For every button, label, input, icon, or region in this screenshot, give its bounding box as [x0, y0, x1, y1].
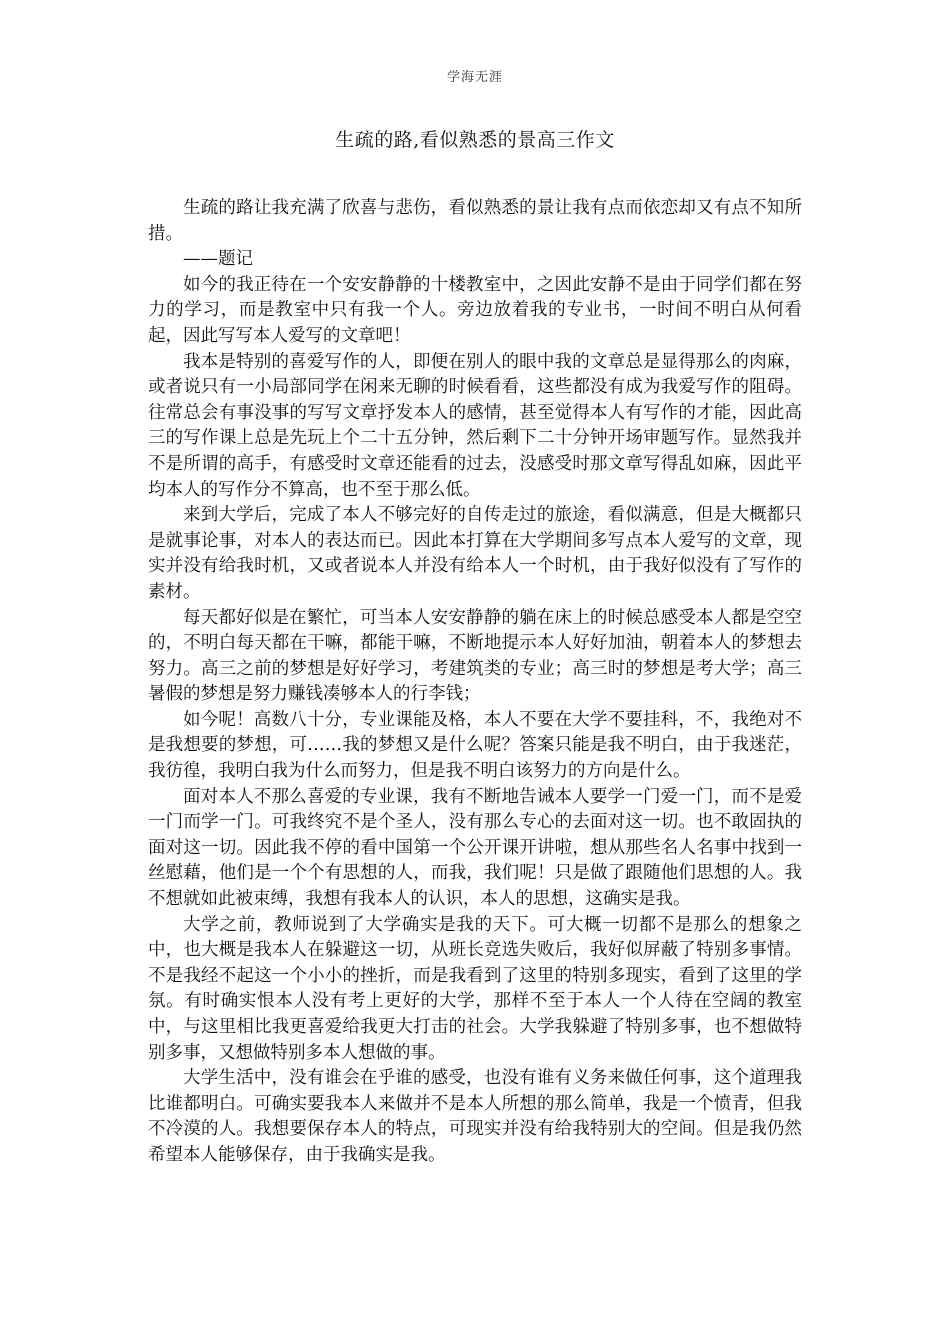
paragraph: 大学生活中，没有谁会在乎谁的感受，也没有谁有义务来做任何事，这个道理我比谁都明白。可确实要我本人来做并不是本人所想的那么简单，我是一个愤青，但我不冷漠的人。我想要保存本人的特点，可现实并没有给我特别大的空间。但是我仍然希望本人能够保存，由于我确实是我。 [148, 1068, 802, 1165]
paragraph: 如今呢！高数八十分，专业课能及格，本人不要在大学不要挂科，不，我绝对不是我想要的梦想，可……我的梦想又是什么呢？答案只能是我不明白，由于我迷茫，我彷徨，我明白我为什么而努力，但是我不明白该努力的方向是什么。 [148, 709, 802, 782]
paragraph: 来到大学后，完成了本人不够完好的自传走过的旅途，看似满意，但是大概都只是就事论事，对本人的表达而已。因此本打算在大学期间多写点本人爱写的文章，现实并没有给我时机，又或者说本人并没有给本人一个时机，由于我好似没有了写作的素材。 [148, 505, 802, 602]
page-header: 学海无涯 [446, 70, 503, 85]
page-title: 生疏的路,看似熟悉的景高三作文 [335, 129, 615, 151]
epigraph-signature: ——题记 [183, 249, 253, 270]
paragraph: 如今的我正待在一个安安静静的十楼教室中，之因此安静不是由于同学们都在努力的学习，而是教室中只有我一个人。旁边放着我的专业书，一时间不明白从何看起，因此写写本人爱写的文章吧！ [148, 274, 802, 346]
paragraph: 每天都好似是在繁忙，可当本人安安静静的躺在床上的时候总感受本人都是空空的，不明白每天都在干嘛，都能干嘛，不断地提示本人好好加油，朝着本人的梦想去努力。高三之前的梦想是好好学习，考建筑类的专业；高三时的梦想是考大学；高三暑假的梦想是努力赚钱凑够本人的行李钱； [148, 607, 802, 705]
paragraph: 生疏的路让我充满了欣喜与悲伤，看似熟悉的景让我有点而依恋却又有点不知所措。 [148, 198, 802, 244]
paragraph: 大学之前，教师说到了大学确实是我的天下。可大概一切都不是那么的想象之中，也大概是我本人在躲避这一切，从班长竞选失败后，我好似屏蔽了特别多事情。不是我经不起这一个小小的挫折，而是我看到了这里的特别多现实，看到了这里的学氛。有时确实恨本人没有考上更好的大学，那样不至于本人一个人待在空阔的教室中，与这里相比我更喜爱给我更大打击的社会。大学我躲避了特别多事，也不想做特别多事，又想做特别多本人想做的事。 [148, 914, 802, 1063]
paragraph: 我本是特别的喜爱写作的人，即便在别人的眼中我的文章总是显得那么的肉麻，或者说只有一小局部同学在闲来无聊的时候看看，这些都没有成为我爱写作的阻碍。往常总会有事没事的写写文章抒发本人的感情，甚至觉得本人有写作的才能，因此高三的写作课上总是先玩上个二十五分钟，然后剩下二十分钟开场审题写作。显然我并不是所谓的高手，有感受时文章还能看的过去，没感受时那文章写得乱如麻，因此平均本人的写作分不算高，也不至于那么低。 [148, 351, 802, 500]
document-body [148, 196, 802, 1169]
paragraph: 面对本人不那么喜爱的专业课，我有不断地告诫本人要学一门爱一门，而不是爱一门而学一门。可我终究不是个圣人，没有那么专心的去面对这一切。也不敢固执的面对这一切。因此我不停的看中国第一个公开课开讲啦，想从那些名人名事中找到一丝慰藉，他们是一个个有思想的人，而我，我们呢！只是做了跟随他们思想的人。我不想就如此被束缚，我想有我本人的认识，本人的思想，这确实是我。 [148, 786, 802, 910]
